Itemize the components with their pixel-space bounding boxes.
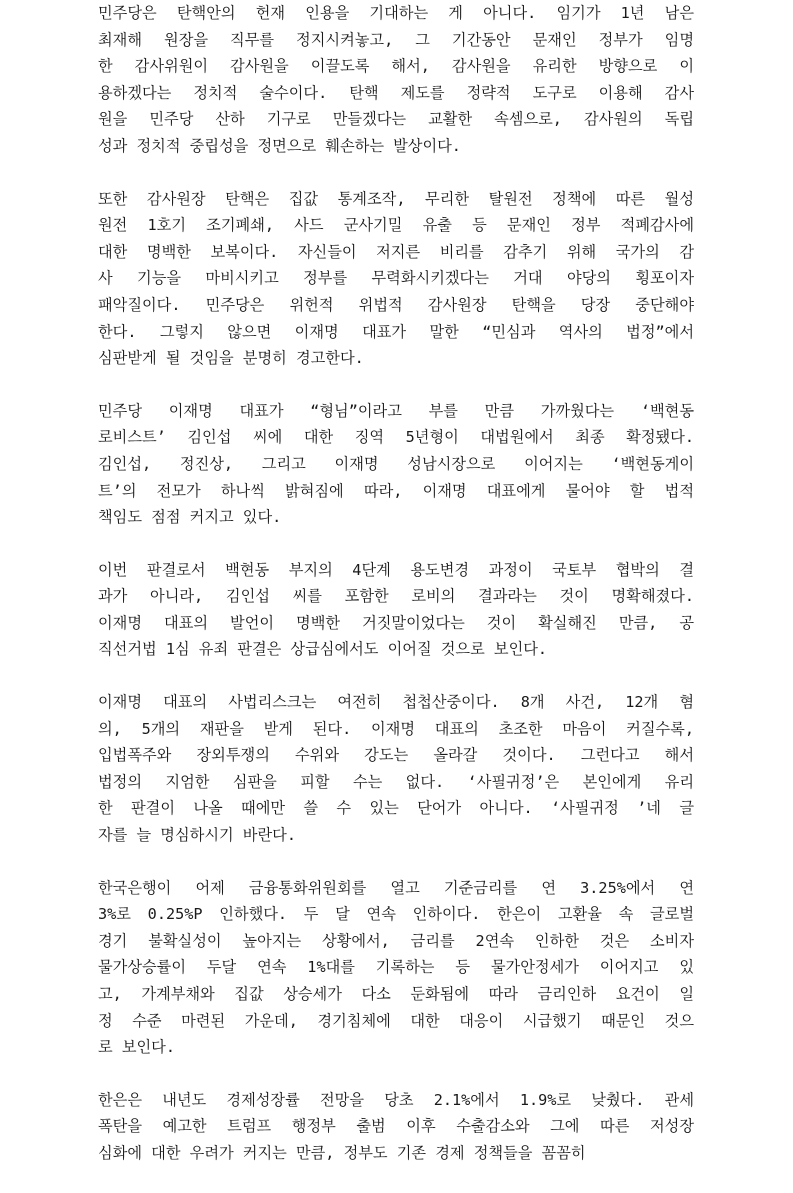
text-line: 고, 가계부채와 집값 상승세가 다소 둔화됨에 따라 금리인하 요건이 일 — [98, 985, 694, 1003]
text-line: 자를 늘 명심하시기 바란다. — [98, 826, 296, 845]
text-line: 민주당 이재명 대표가 “형님”이라고 부를 만큼 가까웠다는 ‘백현동 — [98, 401, 694, 420]
text-line: 또한 감사원장 탄핵은 집값 통계조작, 무리한 탈원전 정책에 따른 월성 — [98, 189, 694, 208]
text-line: 용하겠다는 정치적 술수이다. 탄핵 제도를 정략적 도구로 이용해 감사 — [98, 83, 694, 102]
paragraph — [98, 875, 694, 1061]
text-line: 김인섭, 정진상, 그리고 이재명 성남시장으로 이어지는 ‘백현동게이 — [98, 454, 694, 473]
text-line: 심화에 대한 우려가 커지는 만큼, 정부도 기존 경제 정책들을 꼼꼼히 — [98, 1143, 586, 1162]
text-line: 트’의 전모가 하나씩 밝혀짐에 따라, 이재명 대표에게 물어야 할 법적 — [98, 481, 694, 500]
text-line: 이재명 대표의 발언이 명백한 거짓말이었다는 것이 확실해진 만큼, 공 — [98, 613, 694, 632]
text-line: 의, 5개의 재판을 받게 된다. 이재명 대표의 초조한 마음이 커질수록, — [98, 719, 694, 738]
text-line: 한다. 그렇지 않으면 이재명 대표가 말한 “민심과 역사의 법정”에서 — [98, 322, 694, 341]
text-line: 사 기능을 마비시키고 정부를 무력화시키겠다는 거대 야당의 횡포이자 — [98, 269, 694, 288]
text-line: 물가상승률이 두달 연속 1%대를 기록하는 등 물가안정세가 이어지고 있 — [98, 958, 694, 977]
text-line: 원을 민주당 산하 기구로 만들겠다는 교활한 속셈으로, 감사원의 독립 — [98, 110, 694, 129]
text-line: 정 수준 마련된 가운데, 경기침체에 대한 대응이 시급했기 때문인 것으 — [98, 1011, 694, 1030]
text-line: 로 보인다. — [98, 1038, 175, 1057]
paragraph — [98, 0, 694, 160]
text-line: 이번 판결로서 백현동 부지의 4단계 용도변경 과정이 국토부 협박의 결 — [98, 560, 694, 579]
text-line: 심판받게 될 것임을 분명히 경고한다. — [98, 349, 364, 368]
text-line: 한국은행이 어제 금융통화위원회를 열고 기준금리를 연 3.25%에서 연 — [98, 878, 694, 897]
text-line: 한은은 내년도 경제성장률 전망을 당초 2.1%에서 1.9%로 낮췄다. 관세 — [98, 1090, 694, 1109]
paragraph — [98, 186, 694, 372]
text-line: 폭탄을 예고한 트럼프 행정부 출범 이후 수출감소와 그에 따른 저성장 — [98, 1117, 694, 1136]
document-body — [98, 0, 694, 1193]
text-line: 대한 명백한 보복이다. 자신들이 저지른 비리를 감추기 위해 국가의 감 — [98, 242, 694, 261]
text-line: 한 판결이 나올 때에만 쓸 수 있는 단어가 아니다. ‘사필귀정 ’네 글 — [98, 799, 694, 818]
text-line: 한 감사위원이 감사원을 이끌도록 해서, 감사원을 유리한 방향으로 이 — [98, 57, 694, 76]
text-line: 3%로 0.25%P 인하했다. 두 달 연속 인하이다. 한은이 고환율 속 글로벌 — [98, 905, 694, 924]
text-line: 과가 아니라, 김인섭 씨를 포함한 로비의 결과라는 것이 명확해졌다. — [98, 587, 694, 606]
text-line: 최재해 원장을 직무를 정지시켜놓고, 그 기간동안 문재인 정부가 임명 — [98, 30, 694, 49]
text-line: 원전 1호기 조기폐쇄, 사드 군사기밀 유출 등 문재인 정부 적폐감사에 — [98, 216, 694, 235]
text-line: 입법폭주와 장외투쟁의 수위와 강도는 올라갈 것이다. 그런다고 해서 — [98, 746, 694, 765]
text-line: 성과 정치적 중립성을 정면으로 훼손하는 발상이다. — [98, 136, 461, 155]
text-line: 경기 불확실성이 높아지는 상황에서, 금리를 2연속 인하한 것은 소비자 — [98, 931, 694, 950]
text-line: 민주당은 탄핵안의 헌재 인용을 기대하는 게 아니다. 임기가 1년 남은 — [98, 4, 694, 22]
text-line: 책임도 점점 커지고 있다. — [98, 508, 282, 527]
text-line: 패악질이다. 민주당은 위헌적 위법적 감사원장 탄핵을 당장 중단해야 — [98, 295, 694, 314]
text-line: 이재명 대표의 사법리스크는 여전히 첩첩산중이다. 8개 사건, 12개 혐 — [98, 693, 694, 712]
paragraph — [98, 689, 694, 849]
paragraph — [98, 398, 694, 531]
text-line: 직선거법 1심 유죄 판결은 상급심에서도 이어질 것으로 보인다. — [98, 640, 548, 659]
text-line: 로비스트’ 김인섭 씨에 대한 징역 5년형이 대법원에서 최종 확정됐다. — [98, 428, 694, 447]
text-line: 법정의 지엄한 심판을 피할 수는 없다. ‘사필귀정’은 본인에게 유리 — [98, 772, 694, 791]
paragraph — [98, 557, 694, 663]
paragraph — [98, 1087, 694, 1167]
